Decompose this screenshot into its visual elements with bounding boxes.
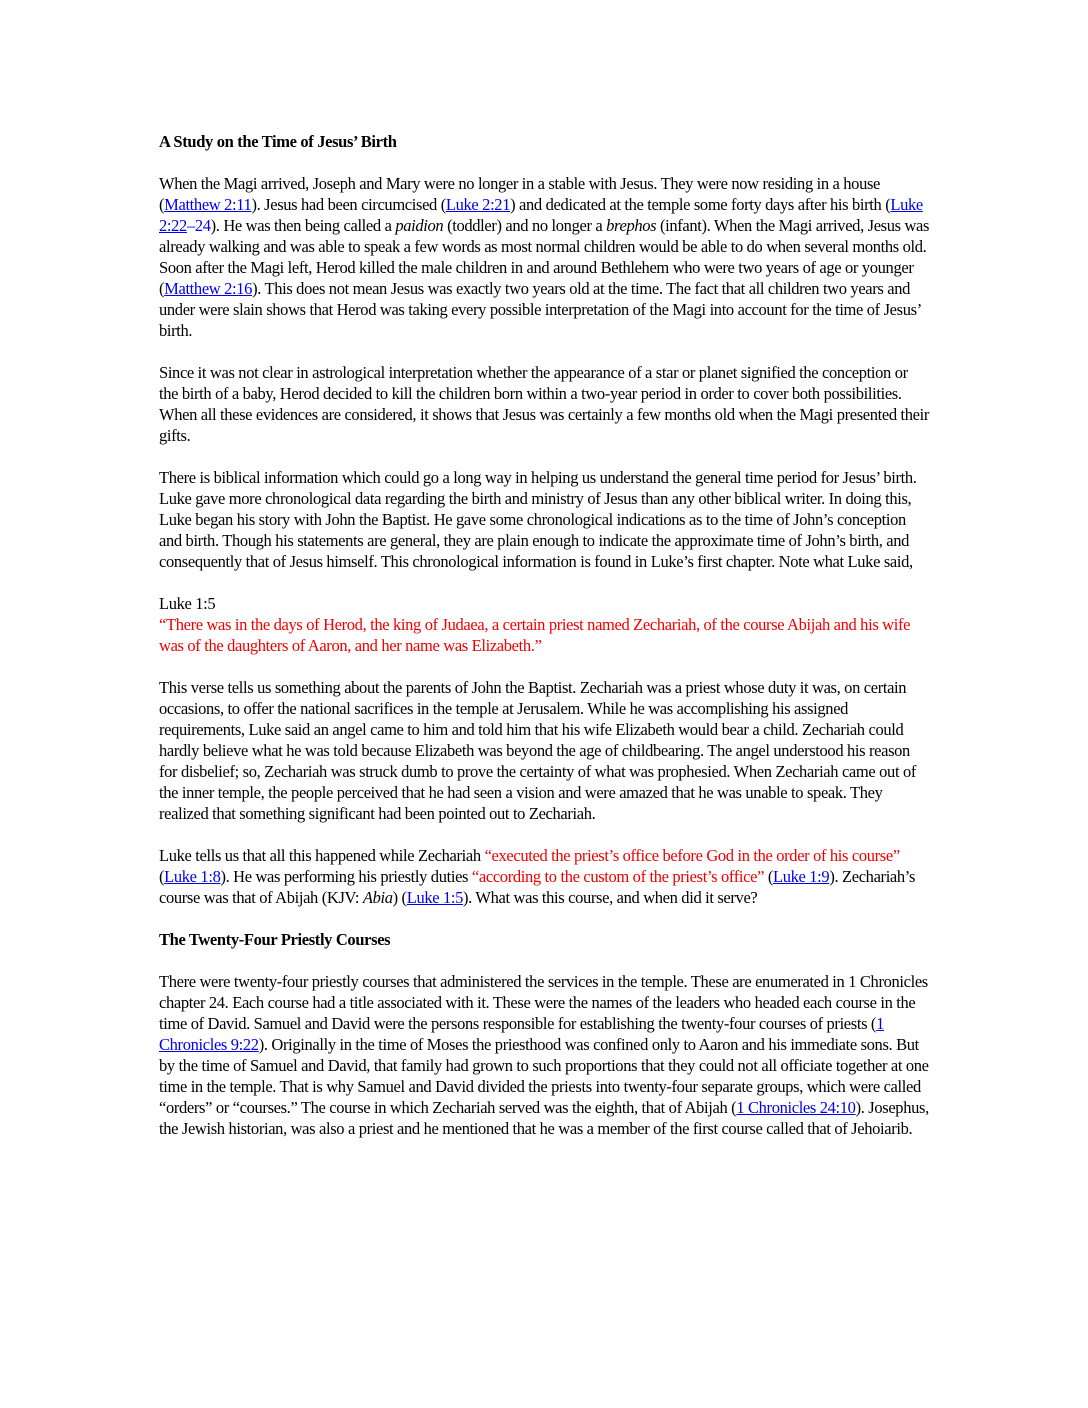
text-run: ). He was then being called a [210, 216, 396, 235]
scripture-link[interactable]: Matthew 2:16 [164, 279, 253, 298]
paragraph-magi-arrival [159, 173, 930, 341]
scripture-link[interactable]: 1 Chronicles 24:10 [736, 1098, 856, 1117]
scripture-link[interactable]: Luke 1:9 [773, 867, 830, 886]
text-run: (toddler) and no longer a [443, 216, 607, 235]
paragraph-this-verse: This verse tells us something about the parents of John the Baptist. Zechariah was a priest whose duty it was, on certain occasions, to offer the national sacrifices in the temple at Jerusalem. While he was accomplishing his assigned requirements, Luke said an angel came to him and told him that his wife Elizabeth would bear a child. Zechariah could hardly believe what he was told because Elizabeth was beyond the age of childbearing. The angel understood his reason for disbelief; so, Zechariah was struck dumb to prove the certainty of what was prophesied. When Zechariah came out of the inner temple, the people perceived that he had seen a vision and were amazed that he was unable to speak. They realized that something significant had been pointed out to Zechariah. [159, 678, 916, 823]
scripture-link[interactable]: Luke 2:21 [445, 195, 511, 214]
text-run: ) ( [392, 888, 407, 907]
paragraph-luke-tells-us [159, 845, 930, 908]
paragraph-astrological-interpretation: Since it was not clear in astrological interpretation whether the appearance of a star or planet signified the conception or the birth of a baby, Herod decided to kill the children born within a two-year period in order to cover both possibilities. When all these evidences are considered, it shows that Jesus was certainly a few months old when the Magi presented their gifts. [159, 363, 930, 445]
text-run: ). This does not mean Jesus was exactly two years old at the time. The fact that all children two years and under were slain shows that Herod was taking every possible interpretation of the Magi into account for the time of Jesus’ birth. [159, 279, 921, 340]
red-text-run: “executed the priest’s office before God in the order of his course” [484, 846, 900, 865]
scripture-link[interactable]: Matthew 2:11 [164, 195, 252, 214]
paragraph-biblical-information: There is biblical information which could go a long way in helping us understand the general time period for Jesus’ birth. Luke gave more chronological data regarding the birth and ministry of Jesus than any other biblical writer. In doing this, Luke began his story with John the Baptist. He gave some chronological indications as to the time of John’s conception and birth. Though his statements are general, they are plain enough to indicate the approximate time of John’s birth, and consequently that of Jesus himself. This chronological information is found in Luke’s first chapter. Note what Luke said, [159, 468, 917, 571]
scripture-link[interactable]: 1 Chronicles 9:22 [159, 1014, 884, 1054]
document-title: A Study on the Time of Jesus’ Birth [159, 132, 397, 151]
text-run: ). Josephus, the Jewish historian, was also a priest and he mentioned that he was a member of the first course called that of Jehoiarib. [159, 1098, 929, 1138]
text-run: ). Zechariah’s course was that of Abijah (KJV: [159, 867, 916, 907]
text-run: ( [764, 867, 773, 886]
scripture-link[interactable]: Luke 2:22 [159, 195, 923, 235]
italic-text-run: paidion [395, 216, 444, 235]
italic-text-run: Abia [362, 888, 393, 907]
section-heading-priestly-courses: The Twenty-Four Priestly Courses [159, 930, 391, 949]
text-run: ) and dedicated at the temple some forty days after his birth ( [510, 195, 891, 214]
text-run: There were twenty-four priestly courses that administered the services in the temple. These are enumerated in 1 Chronicles chapter 24. Each course had a title associated with it. These were the names of the leaders who headed each course in the time of David. Samuel and David were the persons responsible for establishing the twenty-four courses of priests ( [159, 972, 928, 1033]
text-run: When the Magi arrived, Joseph and Mary were no longer in a stable with Jesus. They were now residing in a house ( [159, 174, 881, 214]
text-run: ). Originally in the time of Moses the priesthood was confined only to Aaron and his immediate sons. But by the time of Samuel and David, that family had grown to such proportions that they could not all officiate together at one time in the temple. That is why Samuel and David divided the priests into twenty-four separate groups, which were called “orders” or “courses.” The course in which Zechariah served was the eighth, that of Abijah ( [159, 1035, 929, 1117]
italic-text-run: brephos [606, 216, 657, 235]
paragraph-twenty-four-courses [159, 971, 930, 1139]
verse-quote: “There was in the days of Herod, the king of Judaea, a certain priest named Zechariah, of the course Abijah and his wife was of the daughters of Aaron, and her name was Elizabeth.” [159, 615, 911, 655]
blue-text-run: –24 [186, 216, 211, 235]
text-run: ( [159, 867, 165, 886]
scripture-link[interactable]: Luke 1:5 [406, 888, 464, 907]
text-run: Luke tells us that all this happened while Zechariah [159, 846, 485, 865]
text-run: (infant). When the Magi arrived, Jesus was already walking and was able to speak a few words as most normal children would be able to do when several months old. Soon after the Magi left, Herod killed the male children in and around Bethlehem who were two years of age or younger ( [159, 216, 930, 298]
text-run: ). He was performing his priestly duties [220, 867, 472, 886]
verse-reference: Luke 1:5 [159, 594, 216, 613]
scripture-link[interactable]: Luke 1:8 [164, 867, 221, 886]
text-run: ). Jesus had been circumcised ( [251, 195, 446, 214]
text-run: ). What was this course, and when did it serve? [463, 888, 758, 907]
red-text-run: “according to the custom of the priest’s office” [471, 867, 765, 886]
